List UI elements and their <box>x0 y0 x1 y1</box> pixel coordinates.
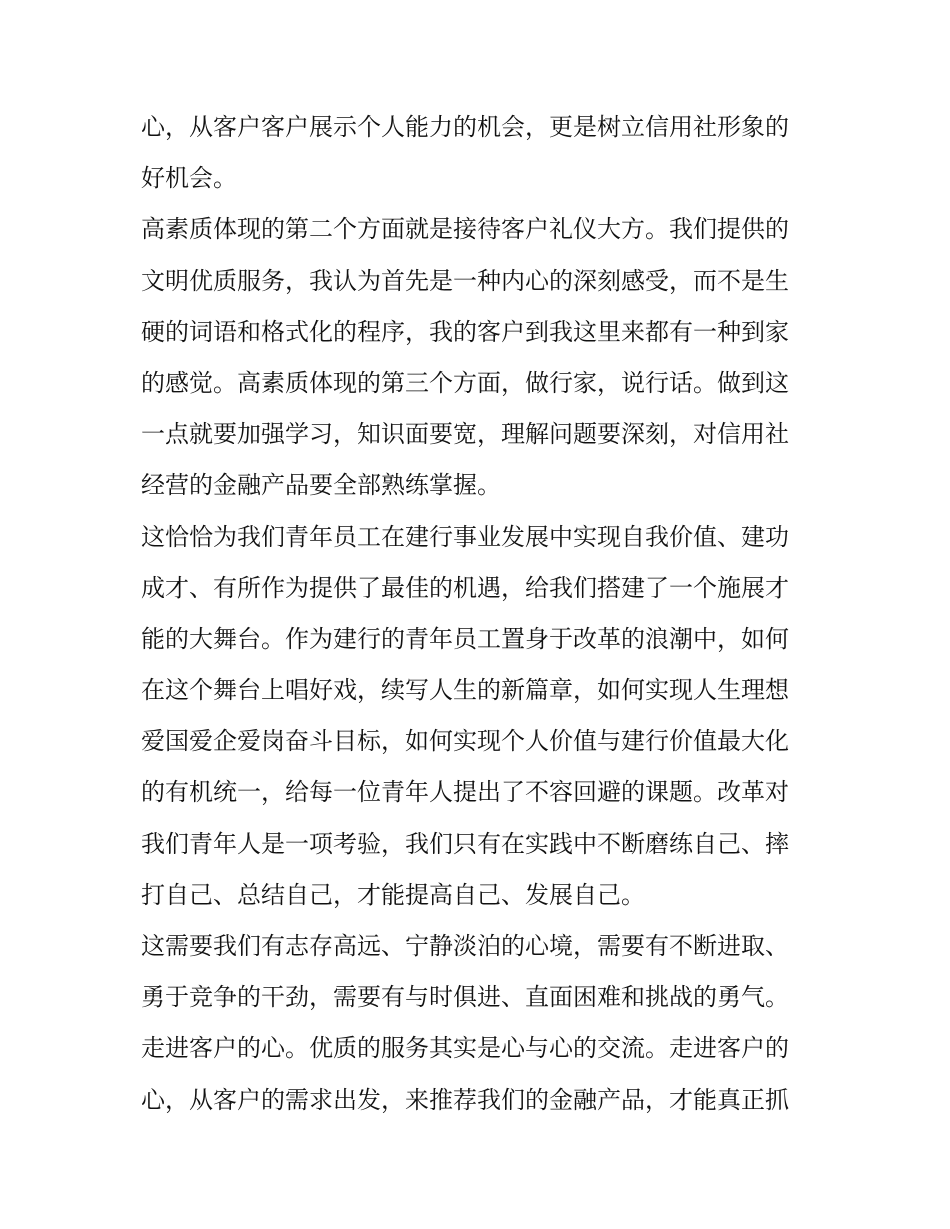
text-line: 文明优质服务，我认为首先是一种内心的深刻感受，而不是生 <box>141 266 789 295</box>
text-line: 在这个舞台上唱好戏，续写人生的新篇章，如何实现人生理想 <box>141 676 789 705</box>
text-line: 的感觉。高素质体现的第三个方面，做行家，说行话。做到这 <box>141 368 789 397</box>
text-line: 打自己、总结自己，才能提高自己、发展自己。 <box>141 880 645 909</box>
text-line: 这需要我们有志存高远、宁静淡泊的心境，需要有不断进取、 <box>141 932 789 960</box>
text-line: 的有机统一，给每一位青年人提出了不容回避的课题。改革对 <box>141 778 789 807</box>
text-line: 一点就要加强学习，知识面要宽，理解问题要深刻，对信用社 <box>141 420 789 449</box>
text-line: 成才、有所作为提供了最佳的机遇，给我们搭建了一个施展才 <box>141 573 789 602</box>
text-line: 这恰恰为我们青年员工在建行事业发展中实现自我价值、建功 <box>141 522 789 551</box>
text-line: 心，从客户客户展示个人能力的机会，更是树立信用社形象的 <box>141 113 789 141</box>
text-line: 走进客户的心。优质的服务其实是心与心的交流。走进客户的 <box>141 1034 789 1063</box>
text-line: 经营的金融产品要全部熟练掌握。 <box>141 471 501 500</box>
text-line: 好机会。 <box>141 164 237 193</box>
document-body <box>141 102 811 1126</box>
text-line: 能的大舞台。作为建行的青年员工置身于改革的浪潮中，如何 <box>141 624 789 653</box>
text-line: 高素质体现的第二个方面就是接待客户礼仪大方。我们提供的 <box>141 215 789 244</box>
text-line: 勇于竞争的干劲，需要有与时俱进、直面困难和挑战的勇气。 <box>141 983 789 1012</box>
text-line: 爱国爱企爱岗奋斗目标，如何实现个人价值与建行价值最大化 <box>141 727 789 756</box>
text-line: 心，从客户的需求出发，来推荐我们的金融产品，才能真正抓 <box>141 1085 789 1114</box>
text-line: 硬的词语和格式化的程序，我的客户到我这里来都有一种到家 <box>141 317 789 346</box>
text-line: 我们青年人是一项考验，我们只有在实践中不断磨练自己、摔 <box>141 829 789 858</box>
